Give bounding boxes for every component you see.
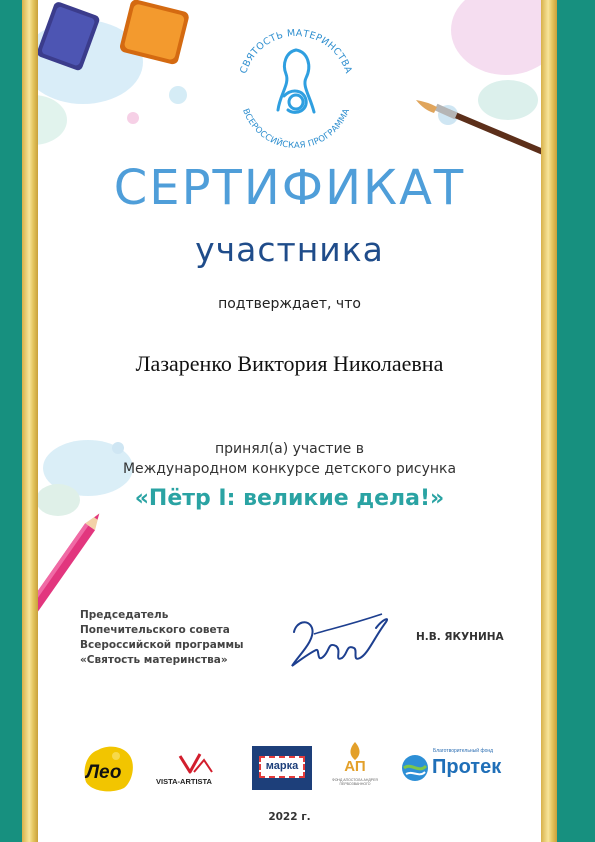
svg-text:ВСЕРОССИЙСКАЯ ПРОГРАММА: ВСЕРОССИЙСКАЯ ПРОГРАММА	[240, 107, 352, 148]
fond-letters: АП	[344, 758, 366, 775]
vista-logo-text: VISTA-ARTISTA	[156, 777, 212, 786]
mother-child-icon	[278, 50, 314, 112]
vista-artista-logo	[156, 750, 238, 790]
chairman-position	[80, 608, 280, 668]
took-part-text: принял(а) участие в	[214, 441, 365, 457]
marka-logo	[252, 746, 312, 790]
participant-name: Лазаренко Виктория Николаевна	[135, 351, 444, 376]
protek-logo	[401, 748, 521, 784]
gold-border-left	[22, 0, 38, 842]
certificate-subtitle: участника	[195, 230, 384, 269]
marka-logo-text: марка	[265, 760, 299, 772]
fond-andrey-logo	[330, 740, 380, 796]
pink-pencil-icon	[38, 510, 104, 620]
leo-logo-text: Лео	[86, 762, 122, 783]
fond-caption: ФОНД АПОСТОЛА АНДРЕЯ ПЕРВОЗВАННОГО	[332, 778, 378, 786]
protek-globe-icon	[401, 754, 429, 782]
protek-logo-text: Протек	[432, 756, 502, 778]
position-line: «Святость материнства»	[80, 654, 228, 666]
handwritten-signature	[286, 604, 396, 676]
certificate-sheet	[38, 0, 541, 842]
position-line: Всероссийской программы	[80, 639, 244, 651]
gold-border-right	[541, 0, 557, 842]
contest-title: «Пётр I: великие дела!»	[134, 486, 445, 511]
position-line: Попечительского совета	[80, 624, 230, 636]
certificate-title: СЕРТИФИКАТ	[113, 160, 466, 216]
vista-mark-icon	[156, 750, 238, 776]
confirms-text: подтверждает, что	[218, 296, 361, 312]
certificate-year: 2022 г.	[268, 811, 311, 823]
svyatost-materinstva-emblem	[230, 22, 362, 148]
protek-caption: Благотворительный фонд	[433, 748, 494, 754]
position-line: Председатель	[80, 609, 169, 621]
leo-logo	[80, 742, 136, 792]
svg-text:СВЯТОСТЬ МАТЕРИНСТВА: СВЯТОСТЬ МАТЕРИНСТВА	[238, 27, 354, 76]
signer-name: Н.В. ЯКУНИНА	[416, 631, 504, 643]
contest-line: Международном конкурсе детского рисунка	[122, 461, 457, 477]
